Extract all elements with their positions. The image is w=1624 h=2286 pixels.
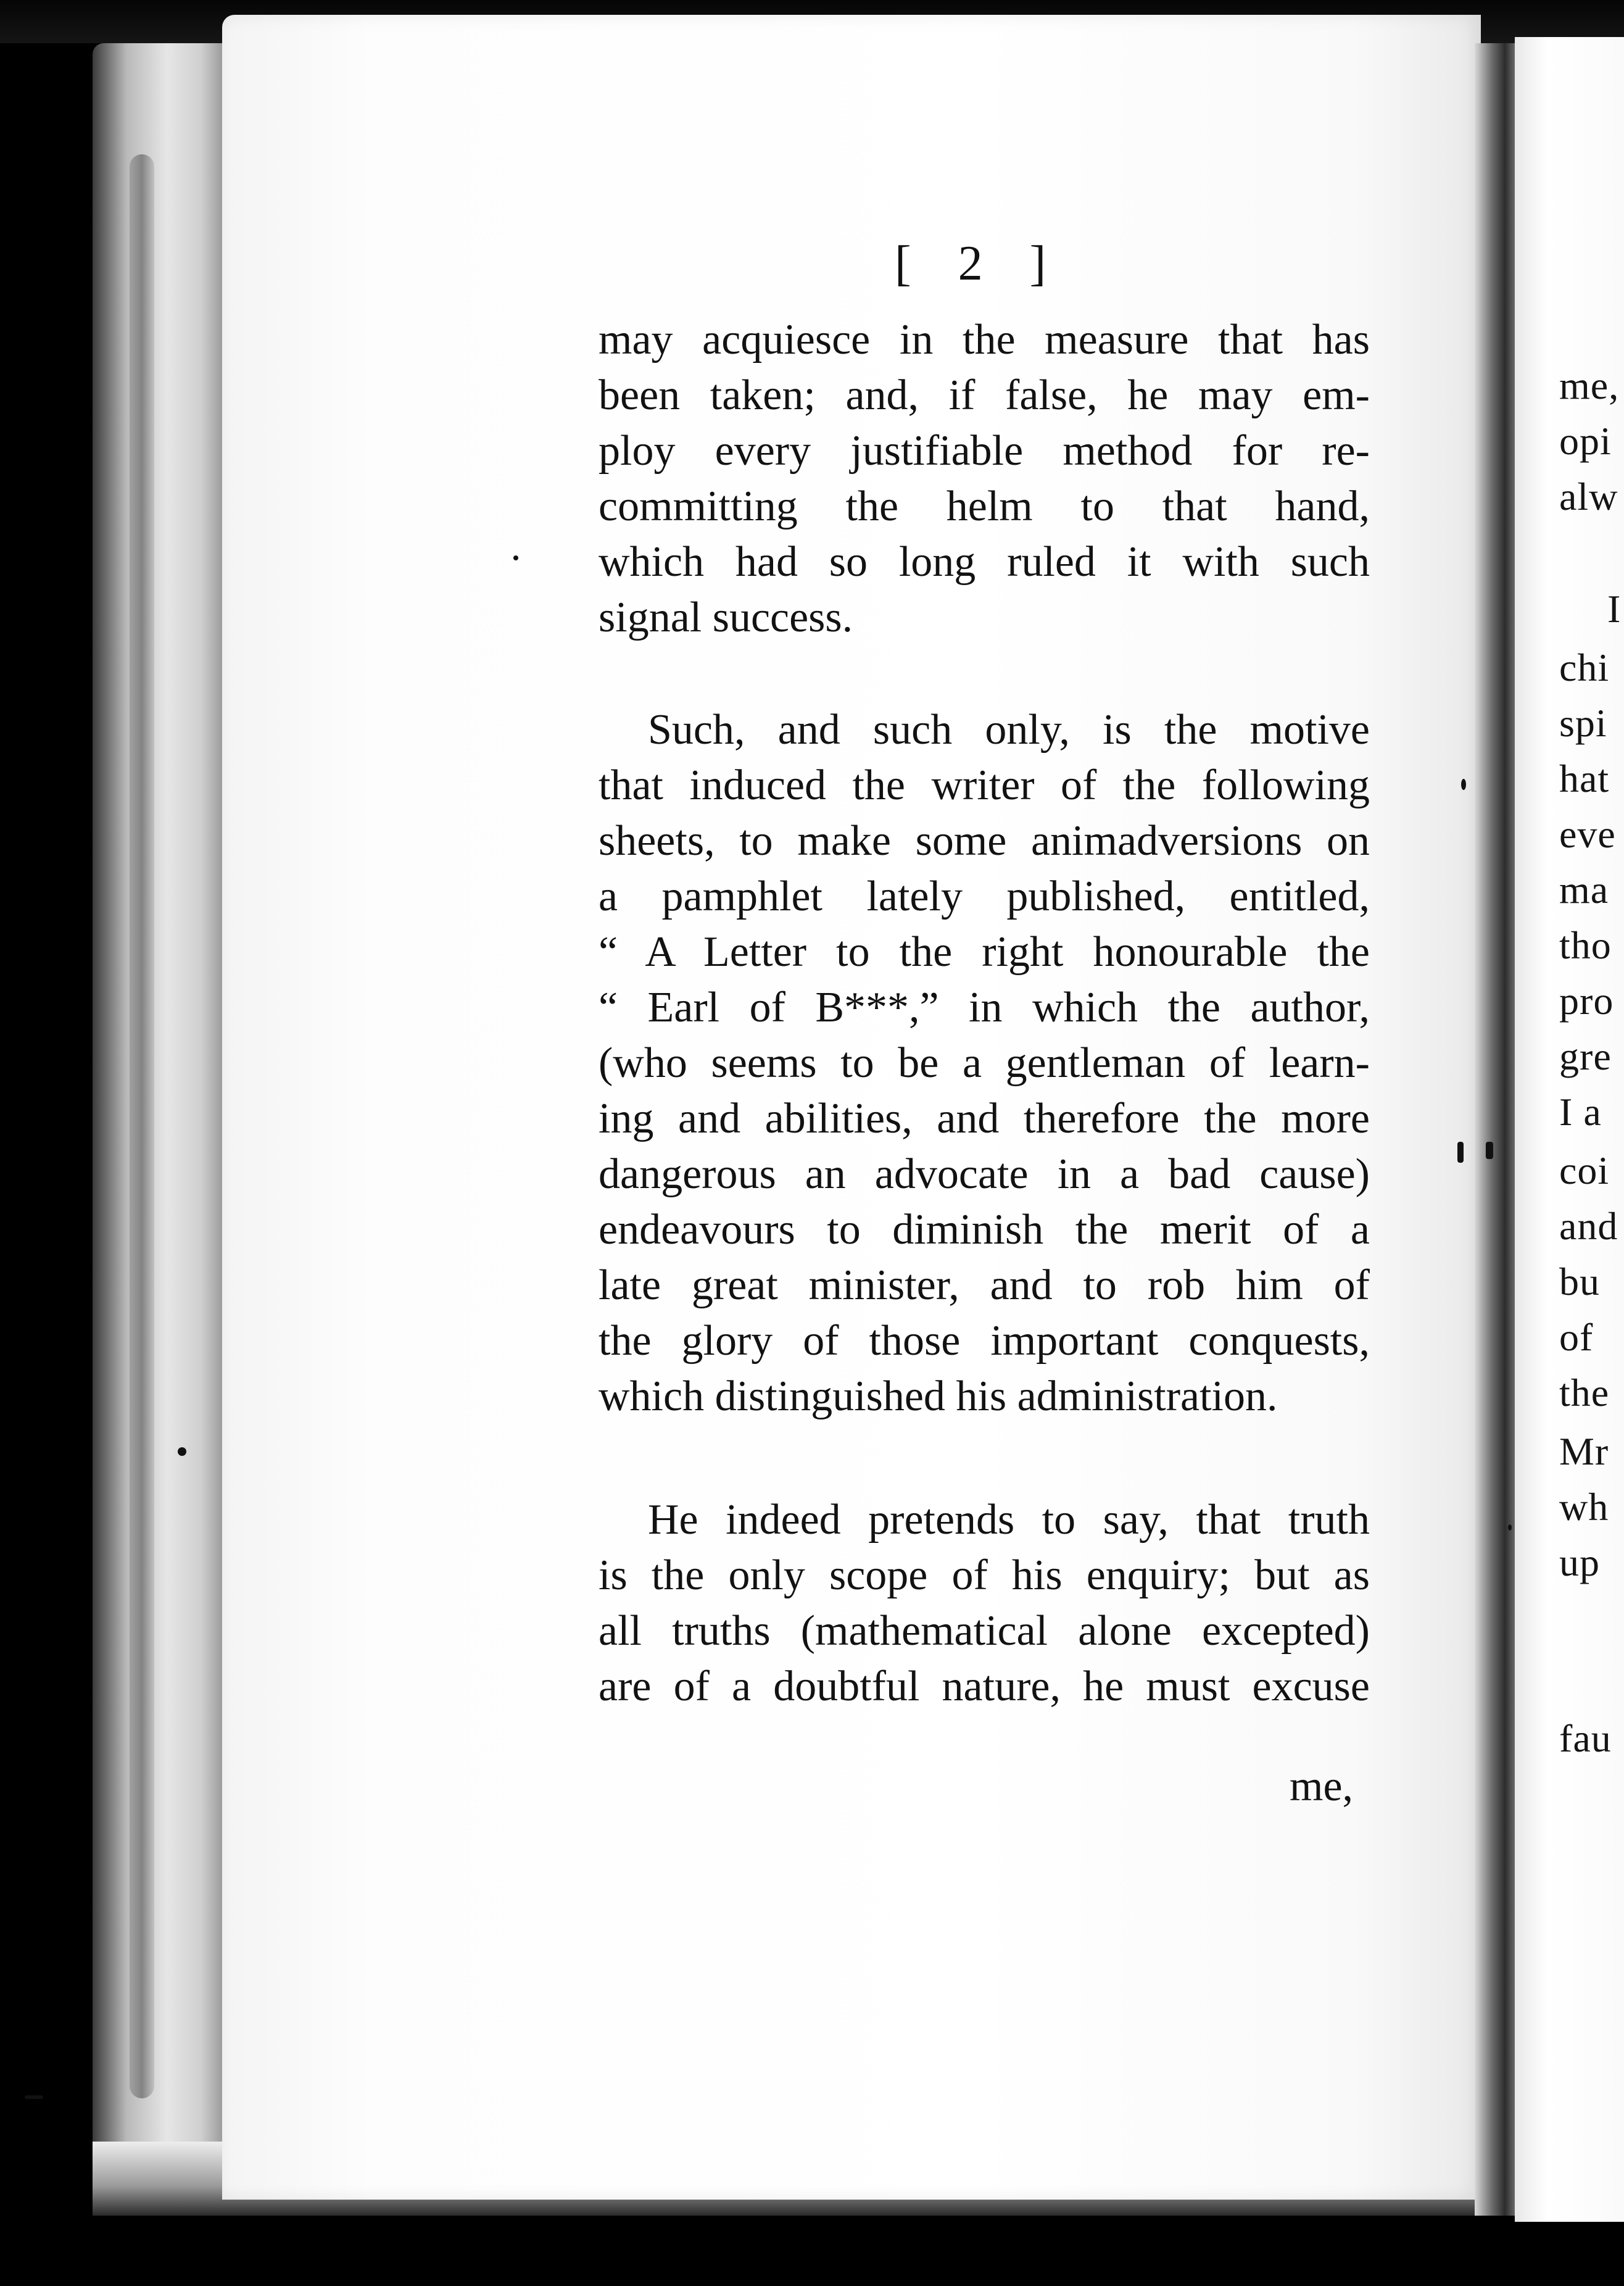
- facing-page-fragment: eve: [1559, 812, 1616, 856]
- catchword: me,: [1290, 1763, 1354, 1810]
- facing-page-fragment: ma: [1559, 868, 1609, 912]
- book-left-edge: [93, 43, 228, 2203]
- text-line: dangerous an advocate in a bad cause): [599, 1150, 1370, 1198]
- facing-page-fragment: gre: [1559, 1034, 1612, 1078]
- text-line: that induced the writer of the following: [599, 762, 1370, 809]
- facing-page-fragment: coi: [1559, 1149, 1610, 1192]
- facing-page-fragment: of: [1559, 1315, 1594, 1359]
- facing-page-fragment: hat: [1559, 757, 1610, 800]
- text-line: He indeed pretends to say, that truth: [648, 1496, 1370, 1544]
- text-line: signal success.: [599, 594, 853, 641]
- facing-page-fragment: I: [1607, 587, 1622, 631]
- text-line: which distinguished his administration.: [599, 1373, 1278, 1420]
- scan-speck: [178, 1447, 186, 1456]
- text-line: is the only scope of his enquiry; but as: [599, 1552, 1370, 1599]
- scan-speck: [513, 555, 518, 560]
- scan-speck: [1508, 1524, 1512, 1531]
- text-line: “ Earl of B***,” in which the author,: [599, 984, 1370, 1031]
- facing-page-fragment: Mr: [1559, 1429, 1609, 1473]
- scan-speck: [25, 2095, 43, 2099]
- text-line: endeavours to diminish the merit of a: [599, 1206, 1370, 1253]
- scan-speck: [1457, 1142, 1464, 1163]
- facing-page-fragment: chi: [1559, 646, 1610, 689]
- text-line: which had so long ruled it with such: [599, 538, 1370, 586]
- text-line: committing the helm to that hand,: [599, 483, 1370, 530]
- facing-page-fragment: pro: [1559, 979, 1614, 1023]
- text-line: (who seems to be a gentleman of learn-: [599, 1039, 1370, 1087]
- facing-page-fragment: wh: [1559, 1485, 1609, 1529]
- facing-page-fragment: fau: [1559, 1716, 1612, 1760]
- facing-page-fragment: I a: [1559, 1090, 1602, 1134]
- text-line: the glory of those important conquests,: [599, 1317, 1370, 1365]
- scan-speck: [1461, 779, 1466, 790]
- text-line: sheets, to make some animadversions on: [599, 817, 1370, 865]
- scan-speck: [1486, 1142, 1493, 1159]
- text-line: a pamphlet lately published, entitled,: [599, 873, 1370, 920]
- text-line: late great minister, and to rob him of: [599, 1261, 1370, 1309]
- text-line: been taken; and, if false, he may em-: [599, 372, 1370, 419]
- text-line: ploy every justifiable method for re-: [599, 427, 1370, 475]
- facing-page-fragment: me,: [1559, 364, 1620, 407]
- book-gutter: [1475, 43, 1518, 2216]
- text-line: “ A Letter to the right honourable the: [599, 928, 1370, 976]
- facing-page-fragment: spi: [1559, 701, 1607, 745]
- text-line: all truths (mathematical alone excepted): [599, 1607, 1370, 1655]
- facing-page-fragment: opi: [1559, 419, 1612, 463]
- facing-page-fragment: tho: [1559, 923, 1612, 967]
- facing-page-fragment: up: [1559, 1540, 1600, 1584]
- facing-page: [1515, 37, 1624, 2222]
- text-line: may acquiesce in the measure that has: [599, 316, 1370, 364]
- text-line: Such, and such only, is the motive: [648, 706, 1370, 754]
- facing-page-fragment: bu: [1559, 1260, 1600, 1303]
- running-head-page-number: [ 2 ]: [895, 236, 1064, 291]
- facing-page-fragment: and: [1559, 1204, 1618, 1248]
- text-line: are of a doubtful nature, he must excuse: [599, 1663, 1370, 1710]
- text-line: ing and abilities, and therefore the more: [599, 1095, 1370, 1142]
- facing-page-fragment: the: [1559, 1371, 1610, 1415]
- facing-page-fragment: alw: [1559, 475, 1618, 518]
